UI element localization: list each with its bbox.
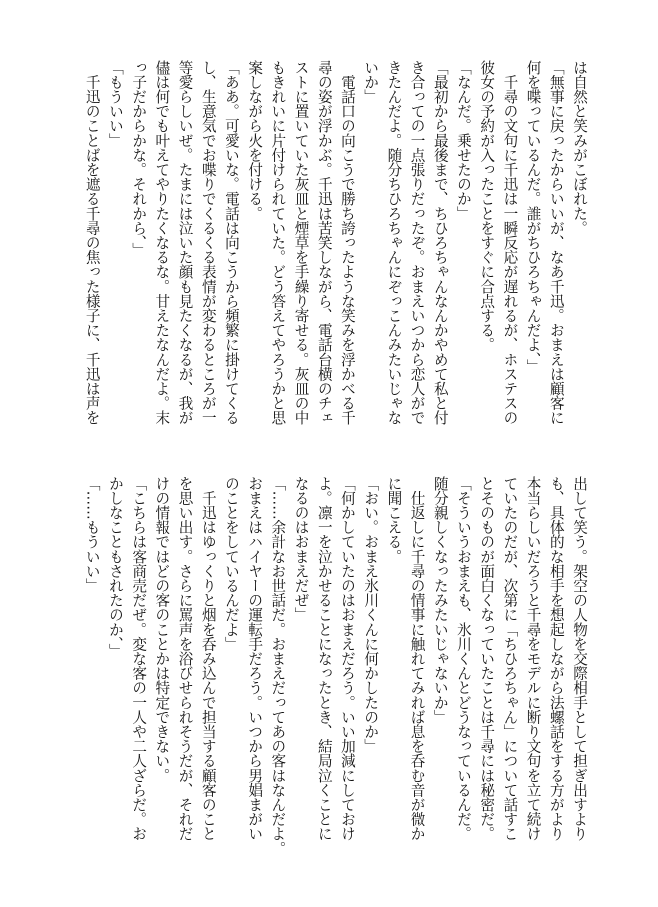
text-line: かしなこともされたのか、」 [106, 476, 124, 659]
text-line: 「最初から最後まで、ちひろちゃんなんかやめて私と付 [431, 60, 449, 425]
text-line: 案しながら火を付ける。 [246, 60, 264, 221]
text-line: っ子だからかな。それから、」 [130, 60, 148, 258]
text-line: 千迅のことばを遮る千尋の焦った様子に、千迅は声を [83, 60, 101, 425]
text-line: 仕返しに千尋の情事に触れてみれば息を呑む音が微か [408, 476, 426, 841]
text-line: 「なんだ。乗せたのか」 [454, 60, 472, 221]
text-line: 儘は何でも叶えてやりたくなるな。甘えたなんだよ。末 [153, 60, 171, 425]
text-line: き合っての一点張りだったぞ。おまえいつから恋人がで [408, 60, 426, 425]
text-line: きたんだよ。随分ちひろちゃんにぞっこんみたいじゃな [385, 60, 403, 425]
text-line: ていたのだが、次第に「ちひろちゃん」について話すこ [501, 476, 519, 841]
lower-text-block [79, 476, 591, 856]
text-line: 出して笑う。架空の人物を交際相手として担ぎ出すより [571, 476, 588, 841]
text-line: とそのものが面白くなっていたことは千尋には秘密だ。 [478, 476, 496, 841]
text-line: いか」 [362, 60, 380, 104]
text-line: ストに置いていた灰皿と煙草を手繰り寄せる。灰皿の中 [292, 60, 310, 425]
text-line: もきれいに片付けられていた。どう答えてやろうかと思 [269, 60, 287, 425]
text-line: 本当らしいだろうと千尋をモデルに断り文句を立て続け [524, 476, 542, 841]
text-line: は自然と笑みがこぼれた。 [571, 60, 588, 236]
text-line: 「おい。おまえ氷川くんに何かしたのか」 [362, 476, 380, 754]
text-line: 随分親しくなったみたいじゃないか」 [431, 476, 449, 725]
text-line: 「そういうおまえも、氷川くんとどうなっているんだ。 [454, 476, 472, 841]
text-line: も、具体的な相手を想起しながら法螺話をする方がより [547, 476, 565, 841]
text-line: おまえはハイヤーの運転手だろう。いつから男娼まがい [246, 476, 264, 841]
text-line: 彼女の予約が入ったことをすぐに合点する。 [478, 60, 496, 352]
upper-text-block [79, 60, 591, 425]
text-line: に聞こえる。 [385, 476, 403, 564]
text-line: 「無事に戻ったからいいが、なあ千迅。おまえは顧客に [547, 60, 565, 425]
text-line: よ。凛一を泣かせることになったとき、結局泣くことに [315, 476, 333, 841]
text-line: し、生意気でお喋りでくるくる表情が変わるところが一 [199, 60, 217, 425]
text-line: 尋の姿が浮かぶ。千迅は苦笑しながら、電話台横のチェ [315, 60, 333, 425]
text-line: 等愛らしいぜ。たまには泣いた顔も見たくなるが、我が [176, 60, 194, 425]
text-line: 何を喋っているんだ。誰がちひろちゃんだよ、」 [524, 60, 542, 374]
text-line: 千迅はゆっくりと烟を呑み込んで担当する顧客のこと [199, 476, 217, 841]
text-line: なるのはおまえだぜ」 [292, 476, 310, 622]
text-line: 「ああ。可愛いな。電話は向こうから頻繁に掛けてくる [222, 60, 240, 425]
text-line: 「……もういい」 [83, 476, 101, 593]
text-line: を思い出す。さらに罵声を浴びせられそうだが、それだ [176, 476, 194, 841]
text-line: 「もういい」 [106, 60, 124, 148]
text-line: 「……余計なお世話だ。おまえだってあの客はなんだよ。 [269, 476, 287, 856]
text-line: 「こちらは客商売だぜ。変な客の一人や二人ざらだ。お [130, 476, 148, 841]
text-line: けの情報ではどの客のことかは特定できない。 [153, 476, 171, 783]
text-line: 千尋の文句に千迅は一瞬反応が遅れるが、ホステスの [501, 60, 519, 425]
text-line: 電話口の向こうで勝ち誇ったような笑みを浮かべる千 [338, 60, 356, 425]
text-line: のことをしているんだよ」 [222, 476, 240, 652]
text-line: 「何かしていたのはおまえだろう。いい加減にしておけ [338, 476, 356, 841]
